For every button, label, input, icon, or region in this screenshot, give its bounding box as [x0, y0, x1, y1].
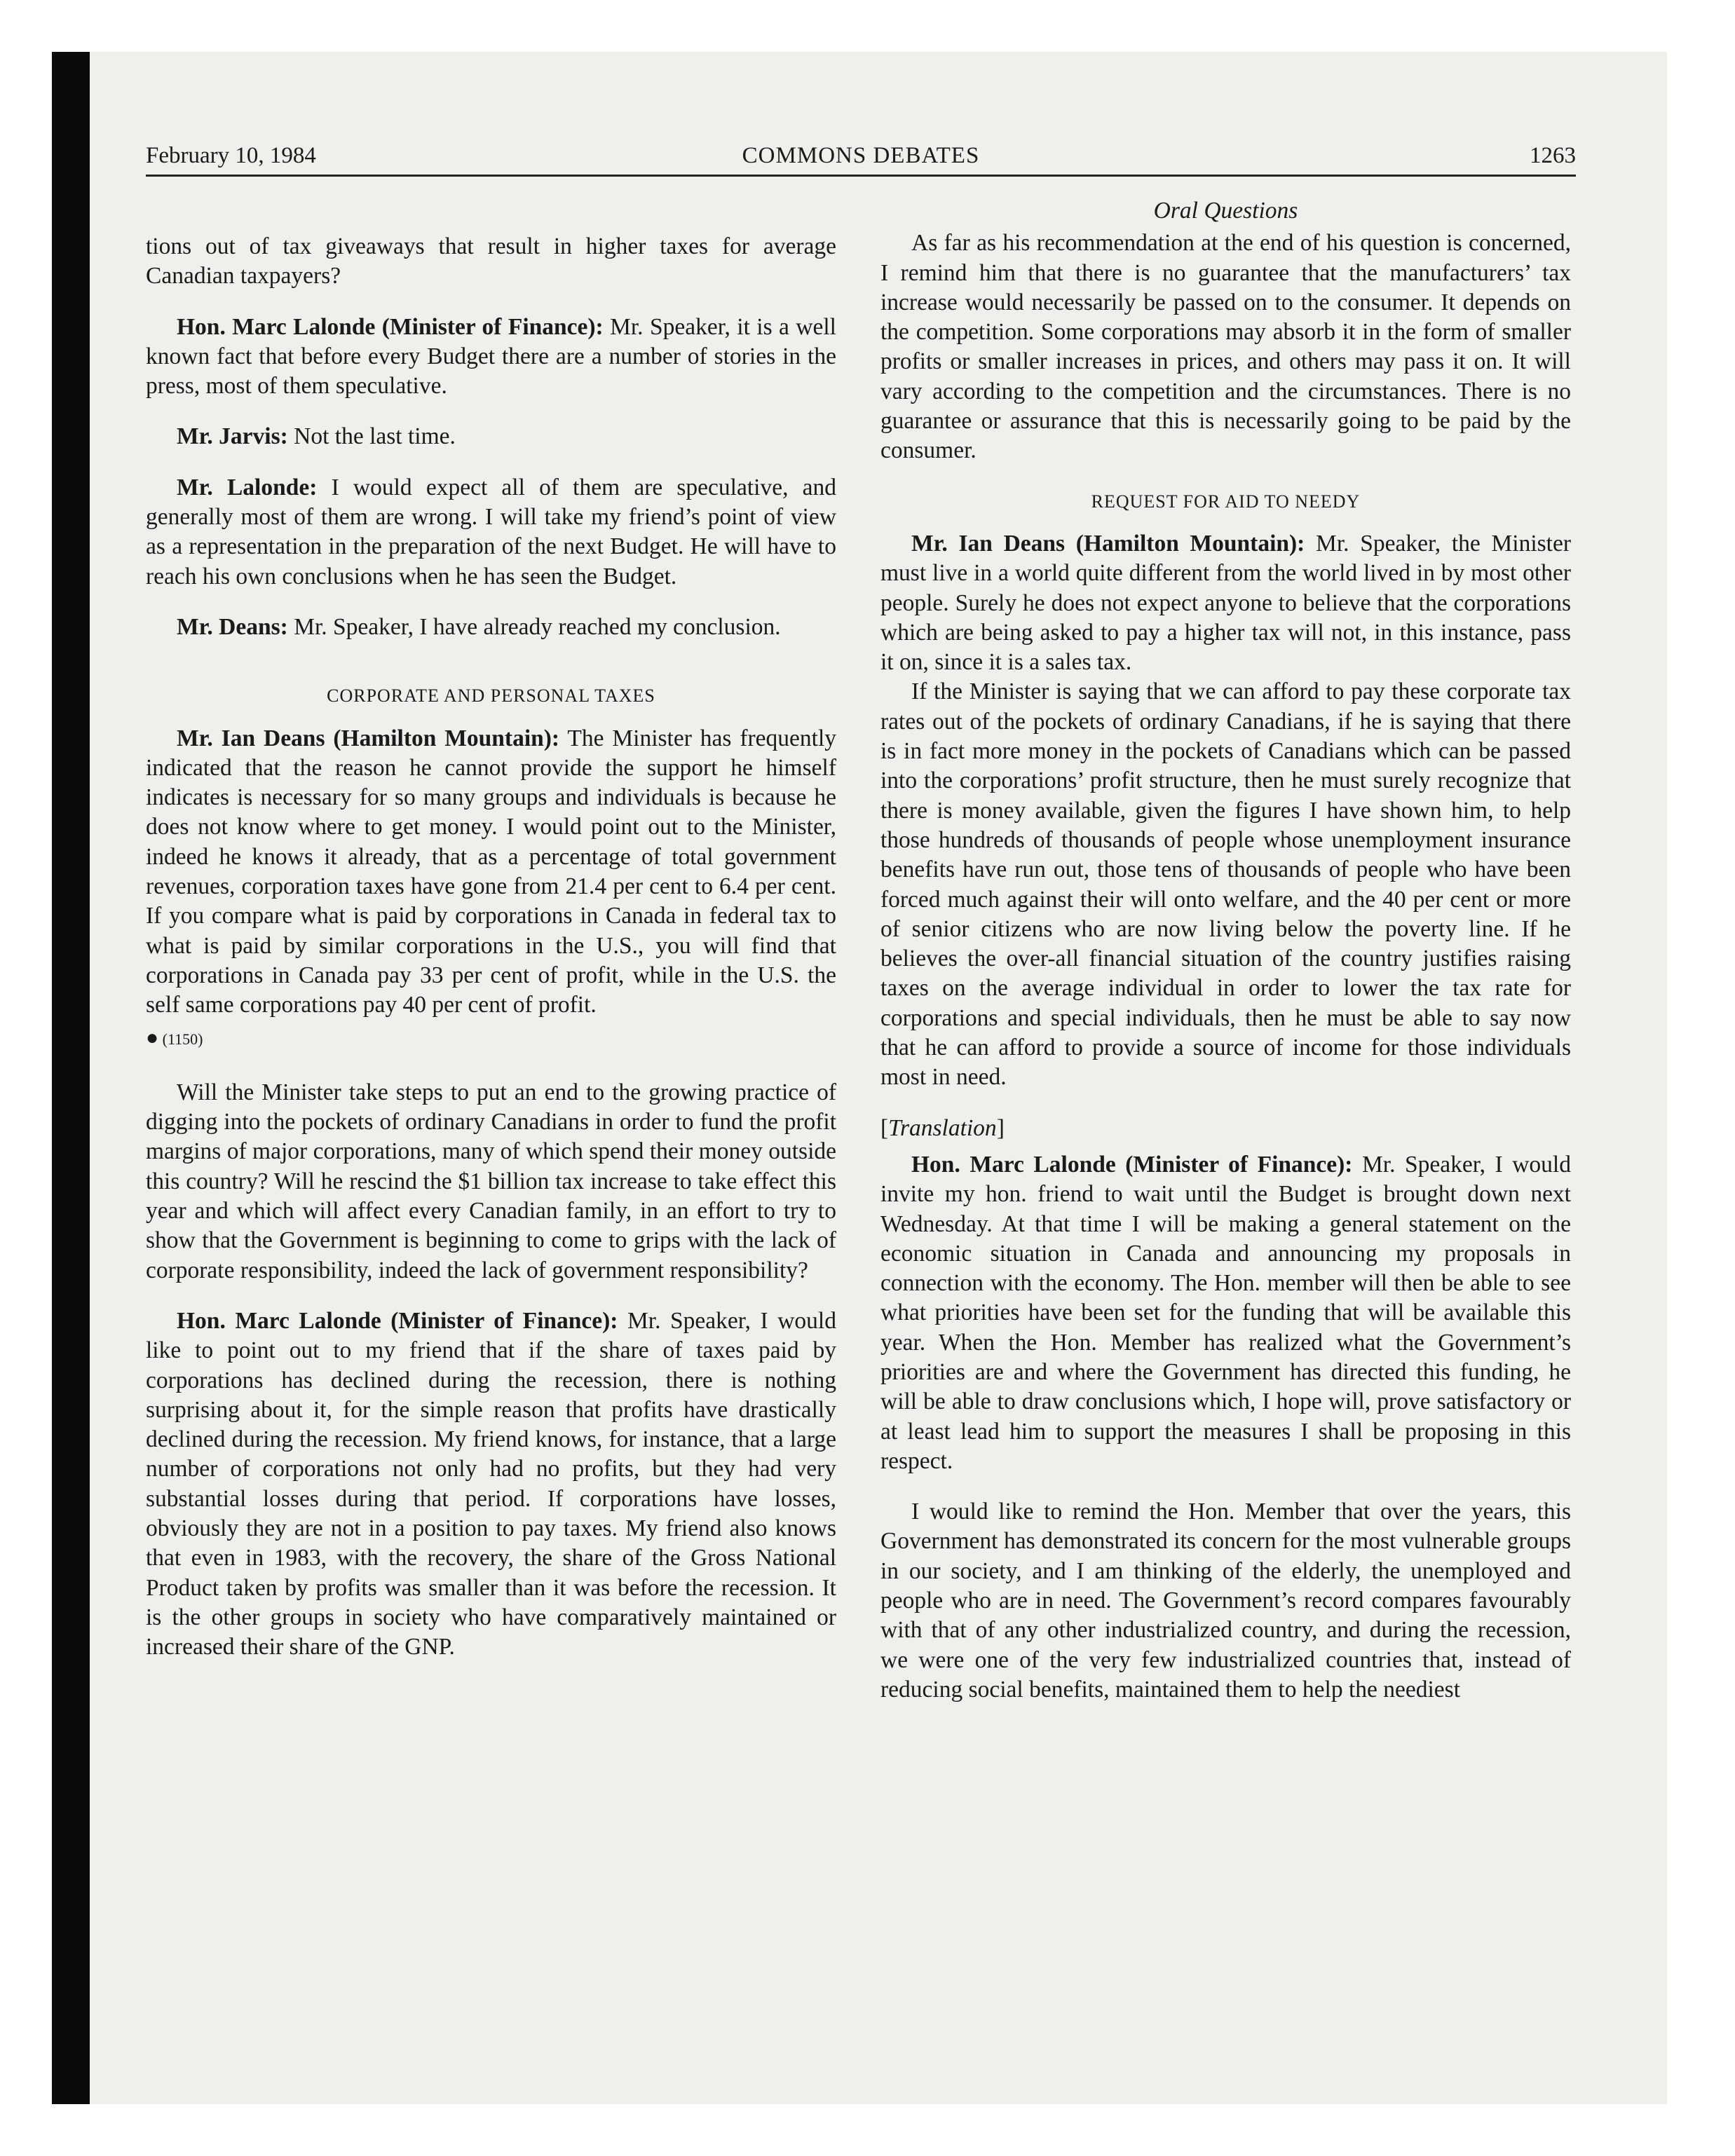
right-column — [880, 196, 1571, 1705]
paragraph — [146, 313, 836, 402]
paragraph — [146, 613, 836, 642]
speaker-name: Mr. Lalonde: — [177, 474, 318, 500]
paragraph — [880, 529, 1571, 677]
speech-text: Mr. Speaker, the Minister must live in a world quite different from the world lived in by most other people. Surely he does not expect anyone to believe that the corporations which are being asked to pay a higher tax will not, in this instance, pass it on, since it is a sales tax. — [880, 530, 1571, 676]
speech-text: Mr. Speaker, I would invite my hon. friend to wait until the Budget is brought down next Wednesday. At that time I will be making a general statement on the economic situation in Canada and announcing my proposals in connection with the economy. The Hon. member will then be able to see what priorities have been set for the funding that will be available this year. When the Hon. Member has realized what the Government’s priorities are and where the Government has directed this funding, he will be able to draw conclusions which, I hope will, prove satisfactory or at least lead him to support the measures I shall be proposing in this respect. — [880, 1151, 1571, 1474]
translation-label: [Translation] — [880, 1114, 1005, 1141]
paragraph: Will the Minister take steps to put an end to the growing practice of digging into the pockets of ordinary Canadians in order to fund the profit margins of major corporations, many of which spend their money outside this country? Will he rescind the $1 billion tax increase to take effect this year and which will affect every Canadian family, in an effort to try to show that the Government is beginning to come to grips with the lack of corporate responsibility, indeed the lack of government responsibility? — [146, 1079, 836, 1283]
running-head: Oral Questions — [1153, 198, 1298, 224]
paragraph: I would like to remind the Hon. Member that over the years, this Government has demonstrated its concern for the most vulnerable groups in our society, and I am thinking of the elderly, the unemployed and people who are in need. The Government’s record compares favourably with that of any other industrialized country, and during the recession, we were one of the very few industrialized countries that, instead of reducing social benefits, maintained them to help the neediest — [880, 1499, 1571, 1703]
speech-text: I would expect all of them are speculative, and generally most of them are wrong. I will take my friend’s point of view as a representation in the preparation of the next Budget. He will have to reach his own conclusions when he has seen the Budget. — [146, 474, 836, 589]
paragraph — [146, 1306, 836, 1663]
speaker-name: Hon. Marc Lalonde (Minister of Finance): — [177, 1307, 618, 1334]
speaker-name: Mr. Ian Deans (Hamilton Mountain): — [177, 725, 560, 751]
paragraph — [146, 724, 836, 1021]
header-page-number: 1263 — [1530, 143, 1576, 168]
header-date: February 10, 1984 — [146, 143, 316, 168]
left-column — [146, 232, 836, 1683]
paragraph: As far as his recommendation at the end of his question is concerned, I remind him that there is no guarantee that the manufacturers’ tax increase would necessarily be passed on to the consumer. It depends on the competition. Some corporations may absorb it in the form of smaller profits or smaller increases in prices, and others may pass it on. It will vary according to the competition and the circumstances. There is no guarantee or assurance that this is necessarily going to be paid by the consumer. — [880, 230, 1571, 464]
speaker-name: Mr. Jarvis: — [177, 423, 288, 450]
paragraph — [146, 473, 836, 592]
header-publication: COMMONS DEBATES — [742, 143, 980, 168]
section-heading: CORPORATE AND PERSONAL TAXES — [327, 685, 655, 707]
page-header — [146, 140, 1576, 179]
time-marker-text: (1150) — [162, 1030, 203, 1048]
speaker-name: Hon. Marc Lalonde (Minister of Finance): — [911, 1151, 1353, 1178]
speech-text: Mr. Speaker, I would like to point out to my friend that if the share of taxes paid by corporations has declined during the recession, there is nothing surprising about it, for the simple reason that profits have drastically declined during the recession. My friend knows, for instance, that a large number of corporations not only had no profits, but they had very substantial losses during that period. If corporations have losses, obviously they are not in a position to pay taxes. My friend also knows that even in 1983, with the recovery, the share of the Gross National Product taken by profits was smaller than it was before the recession. It is the other groups in society who have comparatively maintained or increased their share of the GNP. — [146, 1307, 836, 1660]
time-marker — [146, 1023, 836, 1054]
header-rule — [146, 175, 1576, 177]
speaker-name: Mr. Deans: — [177, 613, 288, 640]
bullet-icon: ● — [146, 1025, 159, 1049]
binding-edge — [52, 52, 90, 2104]
speech-text: Mr. Speaker, it is a well known fact that before every Budget there are a number of stories in the press, most of them speculative. — [146, 313, 836, 400]
speech-text: Mr. Speaker, I have already reached my conclusion. — [287, 613, 781, 640]
paragraph: tions out of tax giveaways that result in higher taxes for average Canadian taxpayers? — [146, 233, 836, 289]
speaker-name: Mr. Ian Deans (Hamilton Mountain): — [911, 530, 1305, 557]
speech-text: The Minister has frequently indicated that the reason he cannot provide the support he himself indicates is necessary for so many groups and individuals is because he does not know where to get money. I would point out to the Minister, indeed he knows it already, that as a percentage of total government revenues, corporation taxes have gone from 21.4 per cent to 6.4 per cent. If you compare what is paid by corporations in Canada in federal tax to what is paid by similar corporations in the U.S., you will find that corporations in Canada pay 33 per cent of profit, while in the U.S. the self same corporations pay 40 per cent of profit. — [146, 725, 836, 1018]
paragraph: If the Minister is saying that we can afford to pay these corporate tax rates out of the pockets of ordinary Canadians, if he is saying that there is in fact more money in the pockets of Canadians which can be passed into the corporations’ profit structure, then he must surely recognize that there is money available, given the figures I have shown him, to help those hundreds of thousands of people whose unemployment insurance benefits have run out, those tens of thousands of people who have been forced much against their will onto welfare, and the 40 per cent or more of senior citizens who are now living below the poverty line. If he believes the over-all financial situation of the country justifies raising taxes on the average individual in order to lower the tax rate for corporations and special individuals, then he must be able to say now that he can afford to provide a source of income for those individuals most in need. — [880, 678, 1571, 1091]
translation-label-text: Translation — [888, 1114, 997, 1141]
paragraph — [880, 1150, 1571, 1476]
speech-text: Not the last time. — [287, 423, 456, 450]
section-heading: REQUEST FOR AID TO NEEDY — [1091, 491, 1361, 512]
paragraph — [146, 422, 836, 451]
speaker-name: Hon. Marc Lalonde (Minister of Finance): — [177, 313, 604, 340]
